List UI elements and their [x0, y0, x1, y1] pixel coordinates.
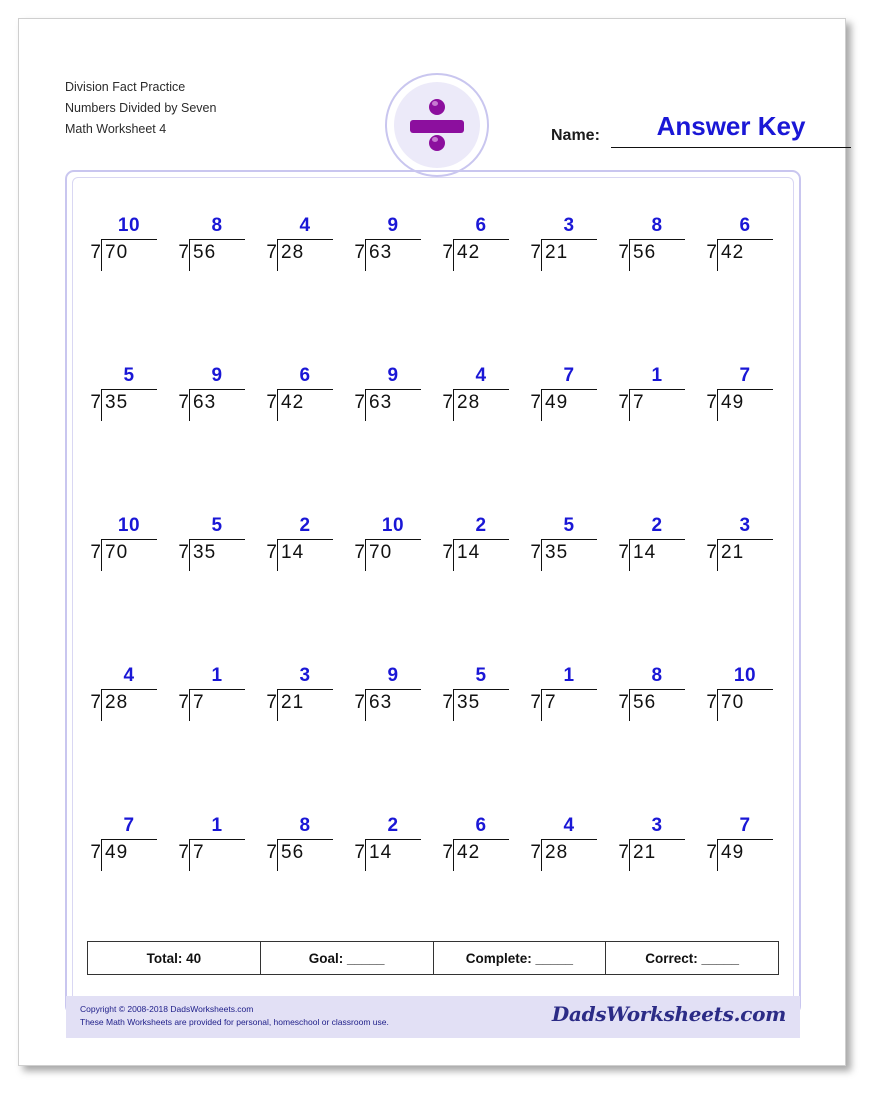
copyright-line-1: Copyright © 2008-2018 DadsWorksheets.com [80, 1004, 254, 1014]
quotient-answer: 9 [387, 365, 399, 386]
quotient-answer: 5 [563, 515, 575, 536]
division-problem [527, 815, 613, 885]
divisor: 7 [178, 692, 189, 713]
quotient-answer: 8 [211, 215, 223, 236]
problem-row [87, 215, 787, 365]
quotient-answer: 3 [739, 515, 751, 536]
division-problem [439, 515, 525, 585]
division-problem [87, 665, 173, 735]
divisor: 7 [90, 542, 101, 563]
dividend: 7 [545, 692, 557, 713]
division-problem [263, 665, 349, 735]
division-symbol-icon [408, 96, 466, 154]
quotient-answer: 8 [651, 665, 663, 686]
divisor: 7 [706, 392, 717, 413]
quotient-answer: 4 [563, 815, 575, 836]
divisor: 7 [354, 842, 365, 863]
division-dot-bottom [429, 135, 445, 151]
dividend: 70 [721, 692, 745, 713]
quotient-answer: 5 [475, 665, 487, 686]
divisor: 7 [354, 392, 365, 413]
divisor: 7 [354, 242, 365, 263]
divisor: 7 [90, 242, 101, 263]
division-problem [351, 815, 437, 885]
divisor: 7 [442, 842, 453, 863]
division-problem [263, 215, 349, 285]
division-problem [527, 665, 613, 735]
divisor: 7 [178, 542, 189, 563]
division-problem [87, 365, 173, 435]
problem-row [87, 515, 787, 665]
dividend: 63 [193, 392, 217, 413]
quotient-answer: 4 [299, 215, 311, 236]
quotient-answer: 9 [387, 665, 399, 686]
quotient-answer: 7 [563, 365, 575, 386]
quotient-answer: 5 [211, 515, 223, 536]
dividend: 63 [369, 242, 393, 263]
quotient-answer: 6 [475, 815, 487, 836]
division-problem [703, 665, 789, 735]
copyright-block [80, 1003, 389, 1029]
name-label: Name: [551, 127, 600, 144]
divisor: 7 [618, 242, 629, 263]
quotient-answer: 6 [475, 215, 487, 236]
division-problem [263, 515, 349, 585]
division-problem [527, 215, 613, 285]
quotient-answer: 1 [563, 665, 575, 686]
score-goal[interactable]: Goal: _____ [261, 942, 434, 974]
dividend: 28 [545, 842, 569, 863]
worksheet-titles [65, 77, 216, 140]
score-complete[interactable]: Complete: _____ [434, 942, 607, 974]
division-problem [175, 815, 261, 885]
division-problem [175, 215, 261, 285]
quotient-answer: 7 [739, 365, 751, 386]
quotient-answer: 3 [651, 815, 663, 836]
problem-grid [87, 215, 787, 915]
division-problem [87, 215, 173, 285]
quotient-answer: 7 [739, 815, 751, 836]
divisor: 7 [178, 842, 189, 863]
quotient-answer: 6 [299, 365, 311, 386]
division-problem [615, 665, 701, 735]
division-problem [703, 215, 789, 285]
divisor: 7 [706, 542, 717, 563]
copyright-line-2: These Math Worksheets are provided for personal, homeschool or classroom use. [80, 1017, 389, 1027]
divisor: 7 [530, 392, 541, 413]
dividend: 21 [281, 692, 305, 713]
divisor: 7 [442, 542, 453, 563]
division-dot-top [429, 99, 445, 115]
divisor: 7 [178, 392, 189, 413]
dividend: 14 [369, 842, 393, 863]
dividend: 42 [281, 392, 305, 413]
quotient-answer: 7 [123, 815, 135, 836]
dividend: 56 [193, 242, 217, 263]
divisor: 7 [442, 392, 453, 413]
problem-row [87, 365, 787, 515]
division-problem [527, 515, 613, 585]
quotient-answer: 6 [739, 215, 751, 236]
dividend: 42 [457, 842, 481, 863]
quotient-answer: 8 [299, 815, 311, 836]
score-total: Total: 40 [88, 942, 261, 974]
dividend: 56 [281, 842, 305, 863]
quotient-answer: 10 [117, 215, 141, 236]
quotient-answer: 2 [475, 515, 487, 536]
division-problem [439, 365, 525, 435]
divisor: 7 [266, 692, 277, 713]
division-problem [615, 515, 701, 585]
divisor: 7 [266, 242, 277, 263]
quotient-answer: 10 [381, 515, 405, 536]
divisor: 7 [706, 242, 717, 263]
divisor: 7 [442, 692, 453, 713]
division-problem [87, 515, 173, 585]
division-problem [351, 515, 437, 585]
division-problem [351, 365, 437, 435]
dividend: 42 [721, 242, 745, 263]
division-problem [87, 815, 173, 885]
dividend: 14 [457, 542, 481, 563]
worksheet-header [19, 19, 845, 169]
quotient-answer: 2 [387, 815, 399, 836]
quotient-answer: 9 [387, 215, 399, 236]
title-line-3: Math Worksheet 4 [65, 122, 167, 136]
quotient-answer: 3 [563, 215, 575, 236]
quotient-answer: 8 [651, 215, 663, 236]
quotient-answer: 10 [117, 515, 141, 536]
dividend: 28 [281, 242, 305, 263]
dividend: 14 [633, 542, 657, 563]
dividend: 28 [105, 692, 129, 713]
dividend: 21 [721, 542, 745, 563]
title-line-1: Division Fact Practice [65, 80, 186, 94]
division-problem [175, 515, 261, 585]
dividend: 7 [193, 692, 205, 713]
divisor: 7 [266, 542, 277, 563]
quotient-answer: 4 [475, 365, 487, 386]
quotient-answer: 3 [299, 665, 311, 686]
divisor: 7 [266, 392, 277, 413]
division-problem [615, 215, 701, 285]
divisor: 7 [530, 242, 541, 263]
quotient-answer: 2 [299, 515, 311, 536]
division-problem [527, 365, 613, 435]
dividend: 35 [193, 542, 217, 563]
divisor: 7 [442, 242, 453, 263]
dividend: 49 [721, 392, 745, 413]
division-problem [263, 365, 349, 435]
division-bar [410, 120, 464, 133]
answer-key-heading: Answer Key [656, 111, 806, 141]
brand-wordmark: DadsWorksheets.com [551, 1002, 786, 1026]
dividend: 70 [105, 542, 129, 563]
dividend: 49 [105, 842, 129, 863]
dividend: 49 [545, 392, 569, 413]
dividend: 70 [369, 542, 393, 563]
divisor: 7 [618, 392, 629, 413]
quotient-answer: 5 [123, 365, 135, 386]
site-logo [385, 73, 489, 177]
division-problem [175, 365, 261, 435]
dividend: 7 [633, 392, 645, 413]
divisor: 7 [354, 542, 365, 563]
divisor: 7 [178, 242, 189, 263]
quotient-answer: 10 [733, 665, 757, 686]
dividend: 56 [633, 692, 657, 713]
dividend: 49 [721, 842, 745, 863]
dividend: 28 [457, 392, 481, 413]
quotient-answer: 4 [123, 665, 135, 686]
dividend: 63 [369, 692, 393, 713]
quotient-answer: 2 [651, 515, 663, 536]
division-problem [439, 815, 525, 885]
division-problem [615, 365, 701, 435]
division-problem [703, 515, 789, 585]
score-correct[interactable]: Correct: _____ [645, 950, 740, 966]
dividend: 70 [105, 242, 129, 263]
division-problem [703, 815, 789, 885]
quotient-answer: 9 [211, 365, 223, 386]
dividend: 35 [545, 542, 569, 563]
dividend: 42 [457, 242, 481, 263]
dividend: 35 [105, 392, 129, 413]
division-problem [439, 215, 525, 285]
quotient-answer: 1 [651, 365, 663, 386]
division-problem [263, 815, 349, 885]
divisor: 7 [706, 842, 717, 863]
division-problem [615, 815, 701, 885]
title-line-2: Numbers Divided by Seven [65, 101, 217, 115]
divisor: 7 [354, 692, 365, 713]
divisor: 7 [90, 392, 101, 413]
divisor: 7 [706, 692, 717, 713]
score-box [87, 941, 779, 975]
name-input-line[interactable] [611, 147, 851, 148]
division-problem [439, 665, 525, 735]
worksheet-footer [66, 996, 800, 1038]
divisor: 7 [530, 842, 541, 863]
divisor: 7 [618, 842, 629, 863]
dividend: 21 [633, 842, 657, 863]
divisor: 7 [90, 842, 101, 863]
divisor: 7 [266, 842, 277, 863]
dividend: 56 [633, 242, 657, 263]
dividend: 21 [545, 242, 569, 263]
quotient-answer: 1 [211, 665, 223, 686]
division-problem [351, 665, 437, 735]
worksheet-page [18, 18, 846, 1066]
divisor: 7 [530, 692, 541, 713]
divisor: 7 [90, 692, 101, 713]
division-problem [351, 215, 437, 285]
dividend: 63 [369, 392, 393, 413]
quotient-answer: 1 [211, 815, 223, 836]
divisor: 7 [618, 692, 629, 713]
dividend: 35 [457, 692, 481, 713]
divisor: 7 [530, 542, 541, 563]
division-problem [703, 365, 789, 435]
problem-row [87, 665, 787, 815]
division-problem [175, 665, 261, 735]
divisor: 7 [618, 542, 629, 563]
dividend: 14 [281, 542, 305, 563]
dividend: 7 [193, 842, 205, 863]
